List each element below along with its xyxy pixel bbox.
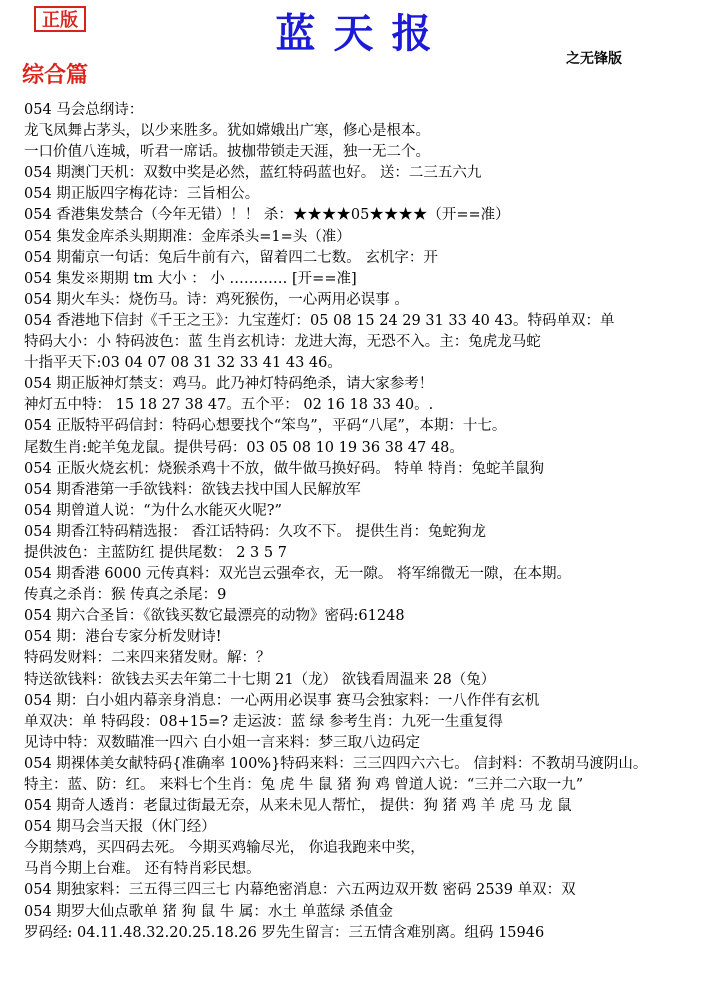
text-line: 特码大小：小 特码波色：蓝 生肖玄机诗：龙进大海，无恐不入。主：兔虎龙马蛇	[24, 334, 541, 351]
text-line: 今期禁鸡，买四码去死。 今期买鸡输尽光， 你追我跑来中奖，	[24, 840, 425, 857]
text-line: 尾数生肖:蛇羊兔龙鼠。提供号码：03 05 08 10 19 36 38 47 48。	[24, 439, 464, 456]
text-line: 054 期：港台专家分析发财诗!	[24, 629, 222, 646]
text-line: 传真之杀肖：猴 传真之杀尾：9	[24, 587, 227, 604]
text-line: 054 期：白小姐内幕亲身消息：一心两用必误事 赛马会独家料：一八作伴有玄机	[24, 692, 540, 709]
text-line: 054 集发金库杀头期期准：金库杀头=1=头（准）	[24, 228, 351, 245]
text-line: 一口价值八连城，听君一席话。披枷带锁走天涯，独一无二个。	[24, 144, 430, 161]
text-line: 十指平天下:03 04 07 08 31 32 33 41 43 46。	[24, 355, 342, 372]
text-line: 马肖今期上台难。 还有特肖彩民想。	[24, 861, 261, 878]
text-line: 龙飞凤舞占茅头，以少来胜多。犹如嫦娥出广寒，修心是根本。	[24, 123, 430, 140]
content-lines	[24, 100, 714, 944]
text-line: 054 期澳门天机：双数中奖是必然，蓝红特码蓝也好。 送：二三五六九	[24, 165, 482, 182]
text-line: 054 期正版四字梅花诗：三旨相公。	[24, 186, 260, 203]
text-line: 054 香港地下信封《千王之王》：九宝莲灯：05 08 15 24 29 31 33 40 43。特码单双：单	[24, 312, 615, 329]
text-line: 特码发财料：二来四来猪发财。解：？	[24, 650, 271, 667]
text-line: 054 香港集发禁合（今年无错）！！ 杀：★★★★05★★★★（开==准）	[24, 207, 510, 224]
text-line: 054 期罗大仙点歌单 猪 狗 鼠 牛 属：水土 单蓝绿 杀值金	[24, 903, 394, 920]
text-line: 神灯五中特： 15 18 27 38 47。五个平： 02 16 18 33 40。.	[24, 397, 434, 414]
text-line: 单双决：单 特码段：08+15=? 走运波：蓝 绿 参考生肖：九死一生重复得	[24, 713, 503, 730]
text-line: 054 期香港第一手欲钱料：欲钱去找中国人民解放军	[24, 481, 361, 498]
text-line: 054 期裸体美女献特码{准确率 100%}特码来料：三三四四六六七。 信封料：不教胡马渡阴山。	[24, 755, 648, 772]
text-line: 054 集发※期期 tm 大小 ： 小 ………… [开==准]	[24, 270, 357, 287]
text-line: 特送欲钱料：欲钱去买去年第二十七期 21（龙） 欲钱看周温来 28（兔）	[24, 671, 496, 688]
text-line: 054 期香江特码精选报： 香江话特码：久攻不下。 提供生肖：兔蛇狗龙	[24, 523, 487, 540]
text-line: 054 正版火烧玄机：烧猴杀鸡十不放，做牛做马换好码。 特单 特肖：兔蛇羊鼠狗	[24, 460, 545, 477]
text-line: 特主：蓝、防：红。 来料七个生肖：兔 虎 牛 鼠 猪 狗 鸡 曾道人说：“三并二六取一九”	[24, 777, 584, 793]
text-line: 054 期火车头：烧伤马。诗：鸡死猴伤，一心两用必误事 。	[24, 291, 409, 308]
text-line: 提供波色：主蓝防红 提供尾数： 2 3 5 7	[24, 544, 287, 561]
text-line: 054 期独家料：三五得三四三七 内幕绝密消息：六五两边双开数 密码 2539 单双：双	[24, 882, 576, 899]
text-line: 054 期马会当天报（休门经）	[24, 819, 216, 836]
edition-label: 之无锋版	[566, 51, 622, 67]
section-heading: 综合篇	[22, 62, 89, 88]
text-line: 054 期香港 6000 元传真料：双光岂云强牵衣，无一隙。 将军绵微无一隙，在本期。	[24, 566, 572, 583]
text-line: 054 期曾道人说：“为什么水能灭火呢?”	[24, 502, 282, 519]
text-line: 054 期葡京一句话：兔后牛前有六，留着四二七数。 玄机字：开	[24, 249, 438, 266]
text-line: 054 正版特平码信封：特码心想要找个“笨鸟”，平码“八尾”，本期：十七。	[24, 418, 507, 435]
text-line: 054 期六合圣旨：《欲钱买数它最漂亮的动物》密码:61248	[24, 608, 405, 625]
official-badge: 正版	[34, 6, 86, 32]
text-line: 罗码经: 04.11.48.32.20.25.18.26 罗先生留言：三五情含难别离。组码 15946	[24, 924, 545, 941]
text-line: 054 期奇人透肖：老鼠过街最无奈，从来未见人帮忙， 提供：狗 猪 鸡 羊 虎 马 龙 鼠	[24, 798, 572, 815]
text-line: 054 马会总纲诗：	[24, 102, 144, 118]
page-title: 蓝天报	[275, 10, 450, 57]
text-line: 见诗中特：双数瞄准一四六 白小姐一言来料：梦三取八边码定	[24, 734, 421, 751]
text-line: 054 期正版神灯禁支：鸡马。此乃神灯特码绝杀，请大家参考！	[24, 376, 434, 393]
